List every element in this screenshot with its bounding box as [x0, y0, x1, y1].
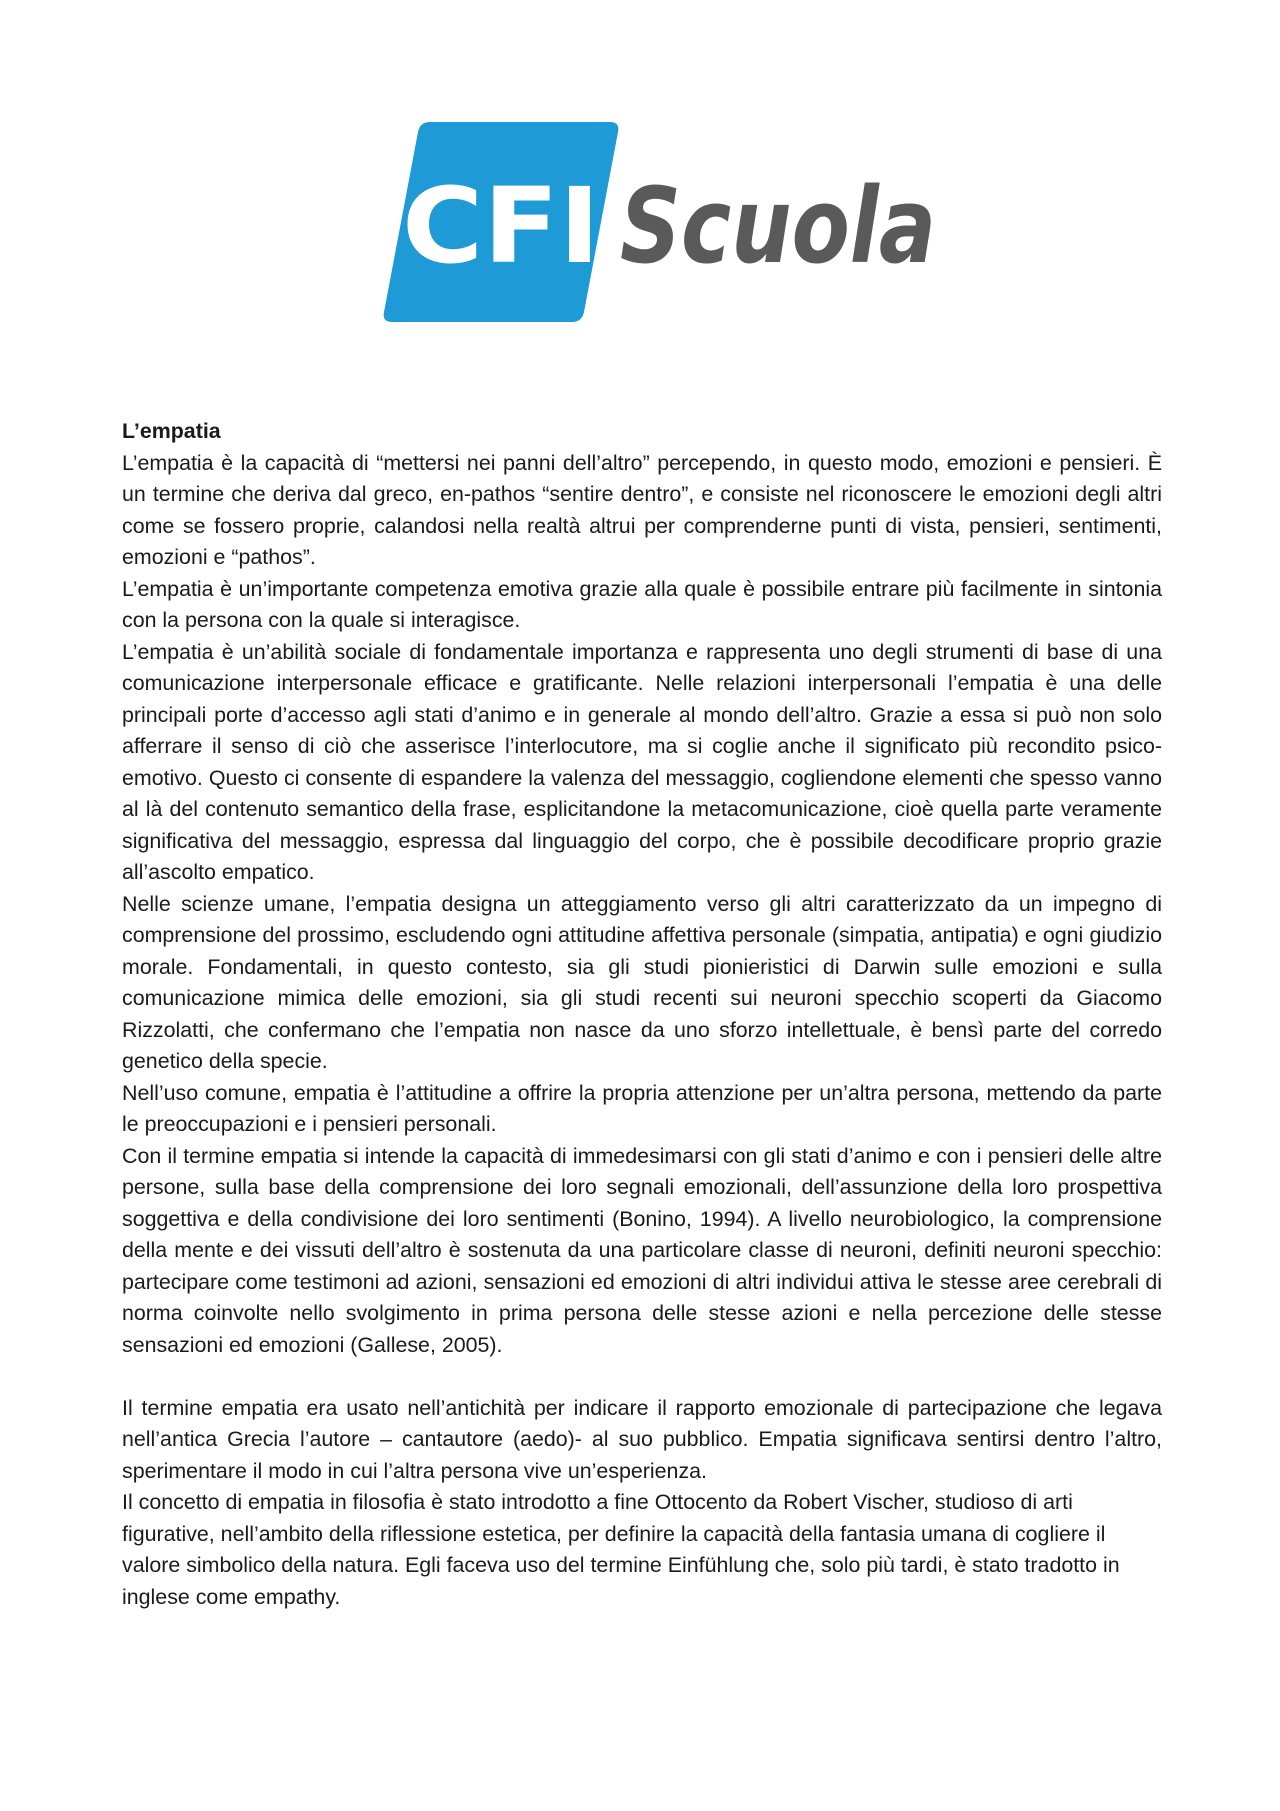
document-title: L’empatia	[122, 419, 221, 443]
paragraph-human-sciences: Nelle scienze umane, l’empatia designa un atteggiamento verso gli altri caratterizzato da un impegno di comprensione del prossimo, escludendo ogni attitudine affettiva personale (simpatia, antipatia) e ogni giudizio morale. Fondamentali, in questo contesto, sia gli studi pionieristici di Darwin sulle emozioni e sulla comunicazione mimica delle emozioni, sia gli studi recenti sui neuroni specchio scoperti da Giacomo Rizzolatti, che confermano che l’empatia non nasce da uno sforzo intellettuale, è bensì parte del corredo genetico della specie.	[122, 891, 1162, 1073]
paragraph-philosophy: Il concetto di empatia in filosofia è stato introdotto a fine Ottocento da Robert Vischer, studioso di arti figurative, nell’ambito della riflessione estetica, per definire la capacità della fantasia umana di cogliere il valore simbolico della natura. Egli faceva uso del termine Einfühlung che, solo più tardi, è stato tradotto in inglese come empathy.	[122, 1490, 1120, 1609]
paragraph-definition: L’empatia è la capacità di “mettersi nei panni dell’altro” percependo, in questo modo, emozioni e pensieri. È un termine che deriva dal greco, en-pathos “sentire dentro”, e consiste nel riconoscere le emozioni degli altri come se fossero proprie, calandosi nella realtà altrui per comprenderne punti di vista, pensieri, sentimenti, emozioni e “pathos”.	[122, 450, 1162, 569]
paragraph-common-use: Nell’uso comune, empatia è l’attitudine a offrire la propria attenzione per un’altra persona, mettendo da parte le preoccupazioni e i pensieri personali.	[122, 1080, 1162, 1136]
paragraph-neurobiology: Con il termine empatia si intende la capacità di immedesimarsi con gli stati d’animo e con i pensieri delle altre persone, sulla base della comprensione dei loro segnali emozionali, dell’assunzione della loro prospettiva soggettiva e della condivisione dei loro sentimenti (Bonino, 1994). A livello neurobiologico, la comprensione della mente e dei vissuti dell’altro è sostenuta da una particolare classe di neuroni, definiti neuroni specchio: partecipare come testimoni ad azioni, sensazioni ed emozioni di altri individui attiva le stesse aree cerebrali di norma coinvolte nello svolgimento in prima persona delle stesse azioni e nella percezione delle stesse sensazioni ed emozioni (Gallese, 2005).	[122, 1143, 1162, 1357]
cfi-scuola-logo	[384, 122, 944, 322]
paragraph-history: Il termine empatia era usato nell’antichità per indicare il rapporto emozionale di partecipazione che legava nell’antica Grecia l’autore – cantautore (aedo)- al suo pubblico. Empatia significava sentirsi dentro l’altro, sperimentare il modo in cui l’altra persona vive un’esperienza.	[122, 1395, 1162, 1483]
logo-scuola-text: Scuola	[620, 165, 936, 287]
logo-graphic	[384, 122, 944, 322]
document-body	[122, 416, 1162, 1613]
paragraph-competence: L’empatia è un’importante competenza emotiva grazie alla quale è possibile entrare più facilmente in sintonia con la persona con la quale si interagisce.	[122, 576, 1162, 632]
logo-cfi-text: CFI	[402, 165, 600, 287]
paragraph-social-skill: L’empatia è un’abilità sociale di fondamentale importanza e rappresenta uno degli strumenti di base di una comunicazione interpersonale efficace e gratificante. Nelle relazioni interpersonali l’empatia è una delle principali porte d’accesso agli stati d’animo e in generale al mondo dell’altro. Grazie a essa si può non solo afferrare il senso di ciò che asserisce l’interlocutore, ma si coglie anche il significato più recondito psico-emotivo. Questo ci consente di espandere la valenza del messaggio, cogliendone elementi che spesso vanno al là del contenuto semantico della frase, esplicitandone la metacomunicazione, cioè quella parte veramente significativa del messaggio, espressa dal linguaggio del corpo, che è possibile decodificare proprio grazie all’ascolto empatico.	[122, 639, 1162, 884]
paragraph-spacer	[122, 1361, 1162, 1393]
